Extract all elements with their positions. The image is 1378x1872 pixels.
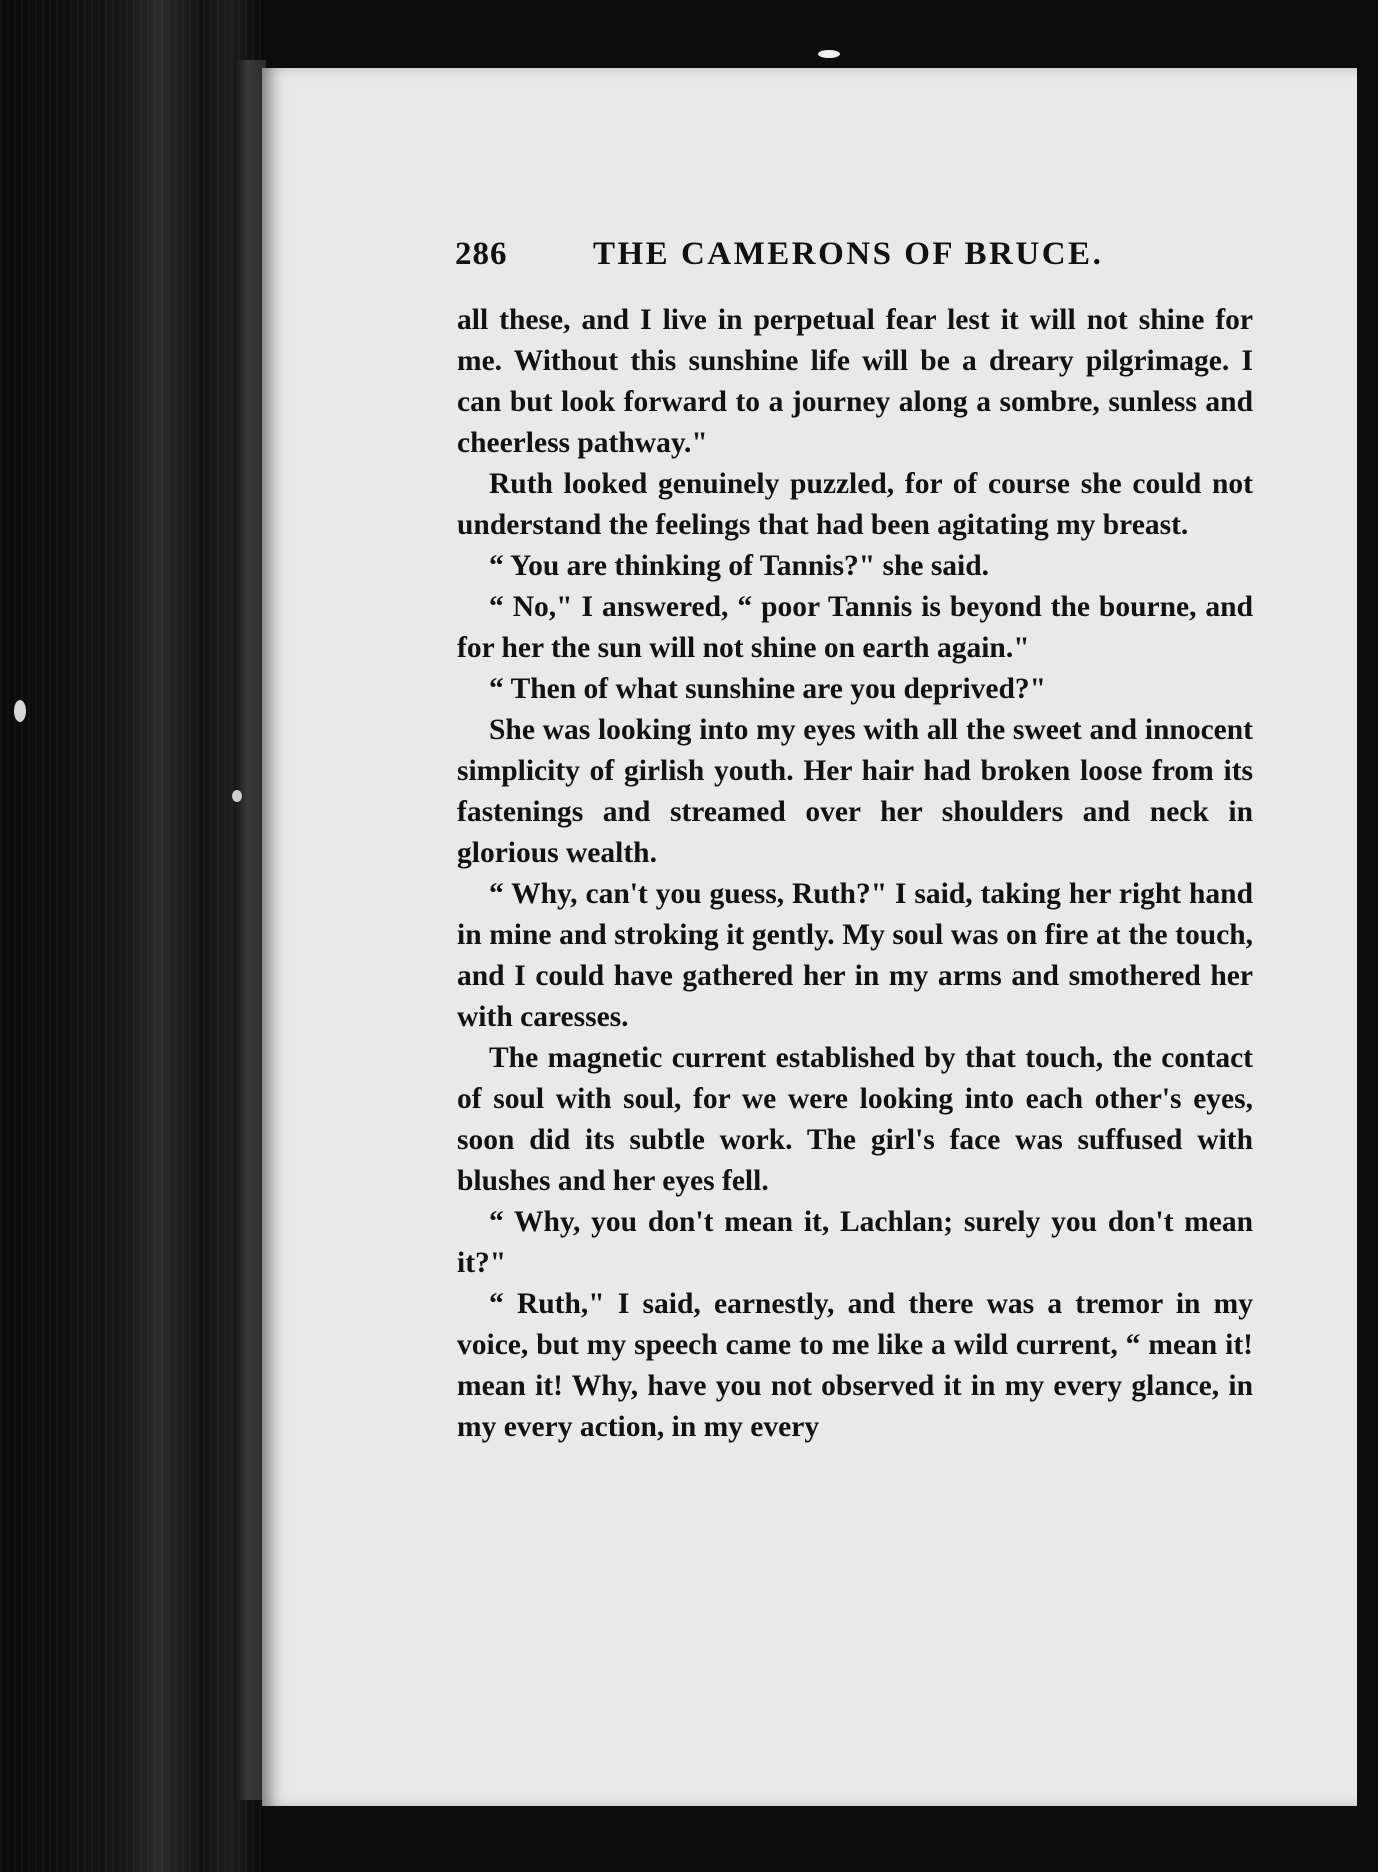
dust-speck [818, 50, 840, 58]
paragraph: “ No," I answered, “ poor Tannis is beyond the bourne, and for her the sun will not shine on earth again." [457, 591, 1253, 664]
paragraph: “ You are thinking of Tannis?" she said. [489, 550, 990, 582]
body-text [457, 300, 1253, 1448]
dust-speck [14, 700, 26, 722]
paragraph: “ Why, can't you guess, Ruth?" I said, taking her right hand in mine and stroking it gently. My soul was on fire at the touch, and I could have gathered her in my arms and smothered her with caresses. [457, 878, 1253, 1033]
paragraph: Ruth looked genuinely puzzled, for of course she could not understand the feelings that had been agitating my breast. [457, 468, 1253, 541]
paragraph: The magnetic current established by that touch, the contact of soul with soul, for we were looking into each other's eyes, soon did its subtle work. The girl's face was suffused with blushes and her eyes fell. [457, 1042, 1253, 1197]
paragraph: all these, and I live in perpetual fear lest it will not shine for me. Without this sunshine life will be a dreary pilgrimage. I can but look forward to a journey along a sombre, sunless and cheerless pathway." [457, 304, 1253, 459]
book-spine [0, 0, 262, 1872]
paragraph: “ Why, you don't mean it, Lachlan; surely you don't mean it?" [457, 1206, 1253, 1279]
paragraph: She was looking into my eyes with all the sweet and innocent simplicity of girlish youth. Her hair had broken loose from its fastenings and streamed over her shoulders and neck in glorious wealth. [457, 714, 1253, 869]
paragraph: “ Ruth," I said, earnestly, and there was a tremor in my voice, but my speech came to me like a wild current, “ mean it! mean it! Why, have you not observed it in my every glance, in my every action, in my every [457, 1288, 1253, 1443]
book-title: THE CAMERONS OF BRUCE. [593, 236, 1104, 272]
page-number: 286 [455, 236, 508, 272]
running-head [455, 236, 1135, 282]
paragraph: “ Then of what sunshine are you deprived?" [489, 673, 1047, 705]
dust-speck [232, 790, 242, 802]
